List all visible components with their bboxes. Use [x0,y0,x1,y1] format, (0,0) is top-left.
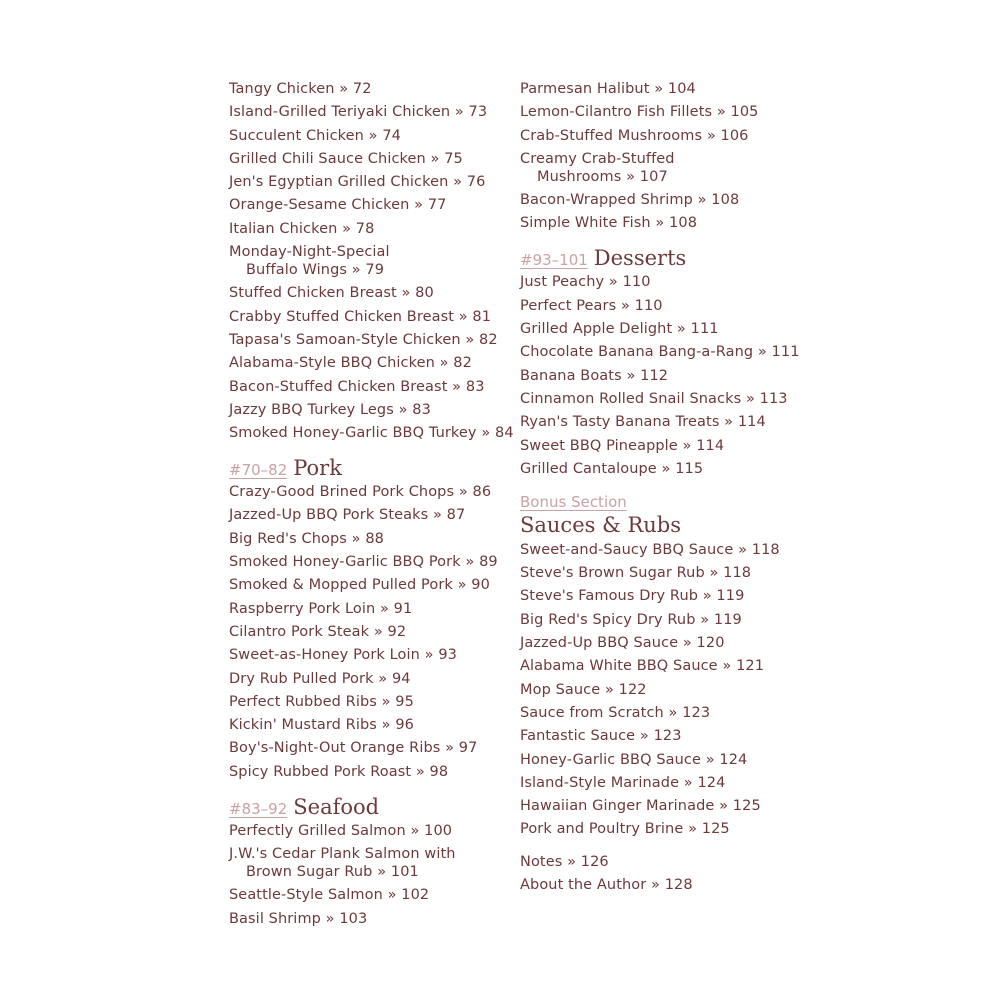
toc-entry-text: Just Peachy » 110 [520,274,651,291]
toc-entry-text: Parmesan Halibut » 104 [520,81,696,97]
seafood-entries [229,822,509,928]
toc-entry[interactable] [520,820,800,838]
toc-entry[interactable] [520,390,800,408]
toc-entry-text: Cilantro Pork Steak » 92 [229,623,407,640]
toc-entry-text: Jazzed-Up BBQ Sauce » 120 [520,635,725,652]
toc-entry[interactable] [520,704,800,722]
toc-entry-text: Smoked Honey-Garlic BBQ Turkey » 84 [229,425,514,442]
toc-entry[interactable] [520,437,800,455]
toc-entry-text: Stuffed Chicken Breast » 80 [229,285,434,302]
toc-entry-text: Big Red's Spicy Dry Rub » 119 [520,611,742,628]
section-title: Desserts [593,246,687,271]
toc-entry-text: Perfectly Grilled Salmon » 100 [229,822,453,839]
toc-entry-text: Jen's Egyptian Grilled Chicken » 76 [229,174,486,191]
toc-entry[interactable] [229,173,509,191]
toc-entry-continuation: Brown Sugar Rub » 101 [246,864,419,881]
toc-entry[interactable] [229,693,509,711]
toc-entry-text: Perfect Rubbed Ribs » 95 [229,693,414,710]
toc-entry[interactable] [229,553,509,571]
section-header-bonus [520,492,800,538]
toc-entry[interactable] [229,670,509,688]
bonus-section-label[interactable]: Bonus Section [520,492,627,511]
toc-entry-text: Grilled Chili Sauce Chicken » 75 [229,150,463,167]
toc-entry[interactable] [229,646,509,664]
toc-entry-text: Crazy-Good Brined Pork Chops » 86 [229,484,492,501]
toc-entry[interactable] [520,297,800,315]
toc-entry[interactable] [520,80,800,98]
toc-entry-text: Sweet BBQ Pineapple » 114 [520,437,725,454]
toc-entry[interactable] [229,576,509,594]
spacer [520,844,800,853]
toc-entry-text: Dry Rub Pulled Pork » 94 [229,670,411,687]
toc-entry-text: Fantastic Sauce » 123 [520,728,682,745]
section-number[interactable]: #83–92 [229,799,288,818]
toc-entry[interactable] [520,634,800,652]
toc-entry[interactable] [229,308,509,326]
toc-entry-text: J.W.'s Cedar Plank Salmon with [229,846,456,863]
toc-left-column [229,80,514,933]
toc-entry[interactable] [229,845,509,881]
toc-entry-text: Pork and Poultry Brine » 125 [520,821,730,838]
toc-entry[interactable] [229,401,509,419]
toc-entry[interactable] [520,774,800,792]
section-header-seafood [229,795,509,819]
toc-entry[interactable] [520,681,800,699]
toc-entry-text: Tangy Chicken » 72 [229,81,372,97]
toc-entry-text: Tapasa's Samoan-Style Chicken » 82 [229,331,498,348]
toc-entry-text: Sweet-as-Honey Pork Loin » 93 [229,647,457,664]
toc-entry-text: Island-Style Marinade » 124 [520,774,726,791]
toc-entry-continuation: Buffalo Wings » 79 [246,262,385,279]
toc-entry-text: Jazzy BBQ Turkey Legs » 83 [229,401,431,418]
toc-entry-text: Honey-Garlic BBQ Sauce » 124 [520,751,748,768]
toc-entry-text: Perfect Pears » 110 [520,297,663,314]
toc-entry-text: Monday-Night-Special [229,244,390,261]
sauce-entries [520,541,800,839]
toc-entry-text: Big Red's Chops » 88 [229,530,384,547]
toc-entry-text: Orange-Sesame Chicken » 77 [229,197,447,214]
toc-entry[interactable] [229,103,509,121]
section-title: Pork [293,456,342,481]
toc-entry[interactable] [229,739,509,757]
toc-entry[interactable] [229,716,509,734]
toc-entry-text: Sauce from Scratch » 123 [520,704,711,721]
toc-entry[interactable] [520,797,800,815]
toc-entry-text: About the Author » 128 [520,877,693,894]
toc-entry-text: Banana Boats » 112 [520,367,669,384]
toc-entry[interactable] [520,611,800,629]
toc-entry[interactable] [520,751,800,769]
toc-entry[interactable] [229,80,509,98]
toc-entry[interactable] [520,343,800,361]
back-matter-entries [520,853,800,894]
toc-entry[interactable] [520,191,800,209]
section-title: Sauces & Rubs [520,512,681,537]
toc-entry[interactable] [229,378,509,396]
toc-entry-text: Boy's-Night-Out Orange Ribs » 97 [229,740,478,757]
section-number[interactable]: #70–82 [229,461,288,480]
toc-entry[interactable] [520,214,800,232]
toc-entry-text: Jazzed-Up BBQ Pork Steaks » 87 [229,507,466,524]
toc-entry[interactable] [520,564,800,582]
toc-entry[interactable] [520,541,800,559]
toc-entry[interactable] [520,657,800,675]
toc-entry-text: Bacon-Stuffed Chicken Breast » 83 [229,378,485,395]
toc-entry-text: Succulent Chicken » 74 [229,127,402,144]
toc-entry-text: Ryan's Tasty Banana Treats » 114 [520,414,766,431]
toc-entry[interactable] [520,587,800,605]
toc-entry-text: Crabby Stuffed Chicken Breast » 81 [229,308,492,325]
toc-entry[interactable] [229,220,509,238]
toc-entry-text: Spicy Rubbed Pork Roast » 98 [229,763,449,780]
toc-entry-text: Steve's Famous Dry Rub » 119 [520,588,745,605]
toc-entry-text: Smoked & Mopped Pulled Pork » 90 [229,577,490,594]
seafood-continued-entries [520,80,800,232]
toc-entry[interactable] [229,243,509,279]
toc-entry[interactable] [229,150,509,168]
toc-entry-continuation: Mushrooms » 107 [537,168,668,185]
toc-entry[interactable] [520,150,800,186]
toc-entry[interactable] [520,127,800,145]
section-header-desserts [520,246,800,270]
section-number[interactable]: #93–101 [520,251,588,270]
toc-entry-text: Basil Shrimp » 103 [229,910,368,927]
toc-entry[interactable] [229,763,509,781]
toc-entry[interactable] [520,320,800,338]
toc-entry-text: Steve's Brown Sugar Rub » 118 [520,565,752,582]
toc-entry-text: Raspberry Pork Loin » 91 [229,600,413,617]
toc-entry[interactable] [229,354,509,372]
toc-entry[interactable] [229,483,509,501]
toc-entry[interactable] [520,413,800,431]
toc-entry-text: Grilled Apple Delight » 111 [520,321,719,338]
toc-entry[interactable] [520,853,800,871]
section-title: Seafood [293,794,380,819]
toc-entry[interactable] [229,284,509,302]
toc-entry[interactable] [229,530,509,548]
toc-entry[interactable] [229,127,509,145]
pork-entries [229,483,509,781]
toc-entry[interactable] [520,727,800,745]
toc-entry-text: Chocolate Banana Bang-a-Rang » 111 [520,344,800,361]
toc-entry-text: Alabama White BBQ Sauce » 121 [520,658,765,675]
toc-entry-text: Simple White Fish » 108 [520,215,698,232]
toc-entry[interactable] [229,424,514,442]
toc-entry-text: Kickin' Mustard Ribs » 96 [229,717,414,734]
toc-entry[interactable] [520,103,800,121]
toc-entry-text: Notes » 126 [520,853,609,870]
toc-entry[interactable] [520,460,800,478]
toc-entry[interactable] [229,196,509,214]
toc-entry-text: Grilled Cantaloupe » 115 [520,460,704,477]
chicken-entries [229,80,514,442]
toc-entry-text: Cinnamon Rolled Snail Snacks » 113 [520,390,788,407]
toc-entry[interactable] [229,822,509,840]
section-header-pork [229,456,509,480]
toc-right-column [520,80,800,899]
toc-entry-text: Seattle-Style Salmon » 102 [229,887,430,904]
toc-entry-text: Island-Grilled Teriyaki Chicken » 73 [229,104,488,121]
toc-entry-text: Creamy Crab-Stuffed [520,150,675,167]
toc-entry[interactable] [520,876,800,894]
toc-entry-text: Lemon-Cilantro Fish Fillets » 105 [520,104,759,121]
toc-entry-text: Smoked Honey-Garlic BBQ Pork » 89 [229,554,498,571]
toc-entry-text: Bacon-Wrapped Shrimp » 108 [520,192,740,209]
toc-entry[interactable] [520,273,800,291]
toc-entry-text: Crab-Stuffed Mushrooms » 106 [520,127,749,144]
toc-entry-text: Sweet-and-Saucy BBQ Sauce » 118 [520,541,780,558]
toc-entry-text: Italian Chicken » 78 [229,220,375,237]
toc-entry-text: Alabama-Style BBQ Chicken » 82 [229,355,472,372]
toc-entry[interactable] [229,623,509,641]
toc-entry-text: Mop Sauce » 122 [520,681,647,698]
toc-entry[interactable] [229,331,509,349]
toc-entry[interactable] [229,506,509,524]
toc-entry[interactable] [229,910,509,928]
toc-entry[interactable] [229,886,509,904]
toc-entry-text: Hawaiian Ginger Marinade » 125 [520,798,761,815]
dessert-entries [520,273,800,477]
toc-entry[interactable] [229,600,509,618]
toc-entry[interactable] [520,367,800,385]
